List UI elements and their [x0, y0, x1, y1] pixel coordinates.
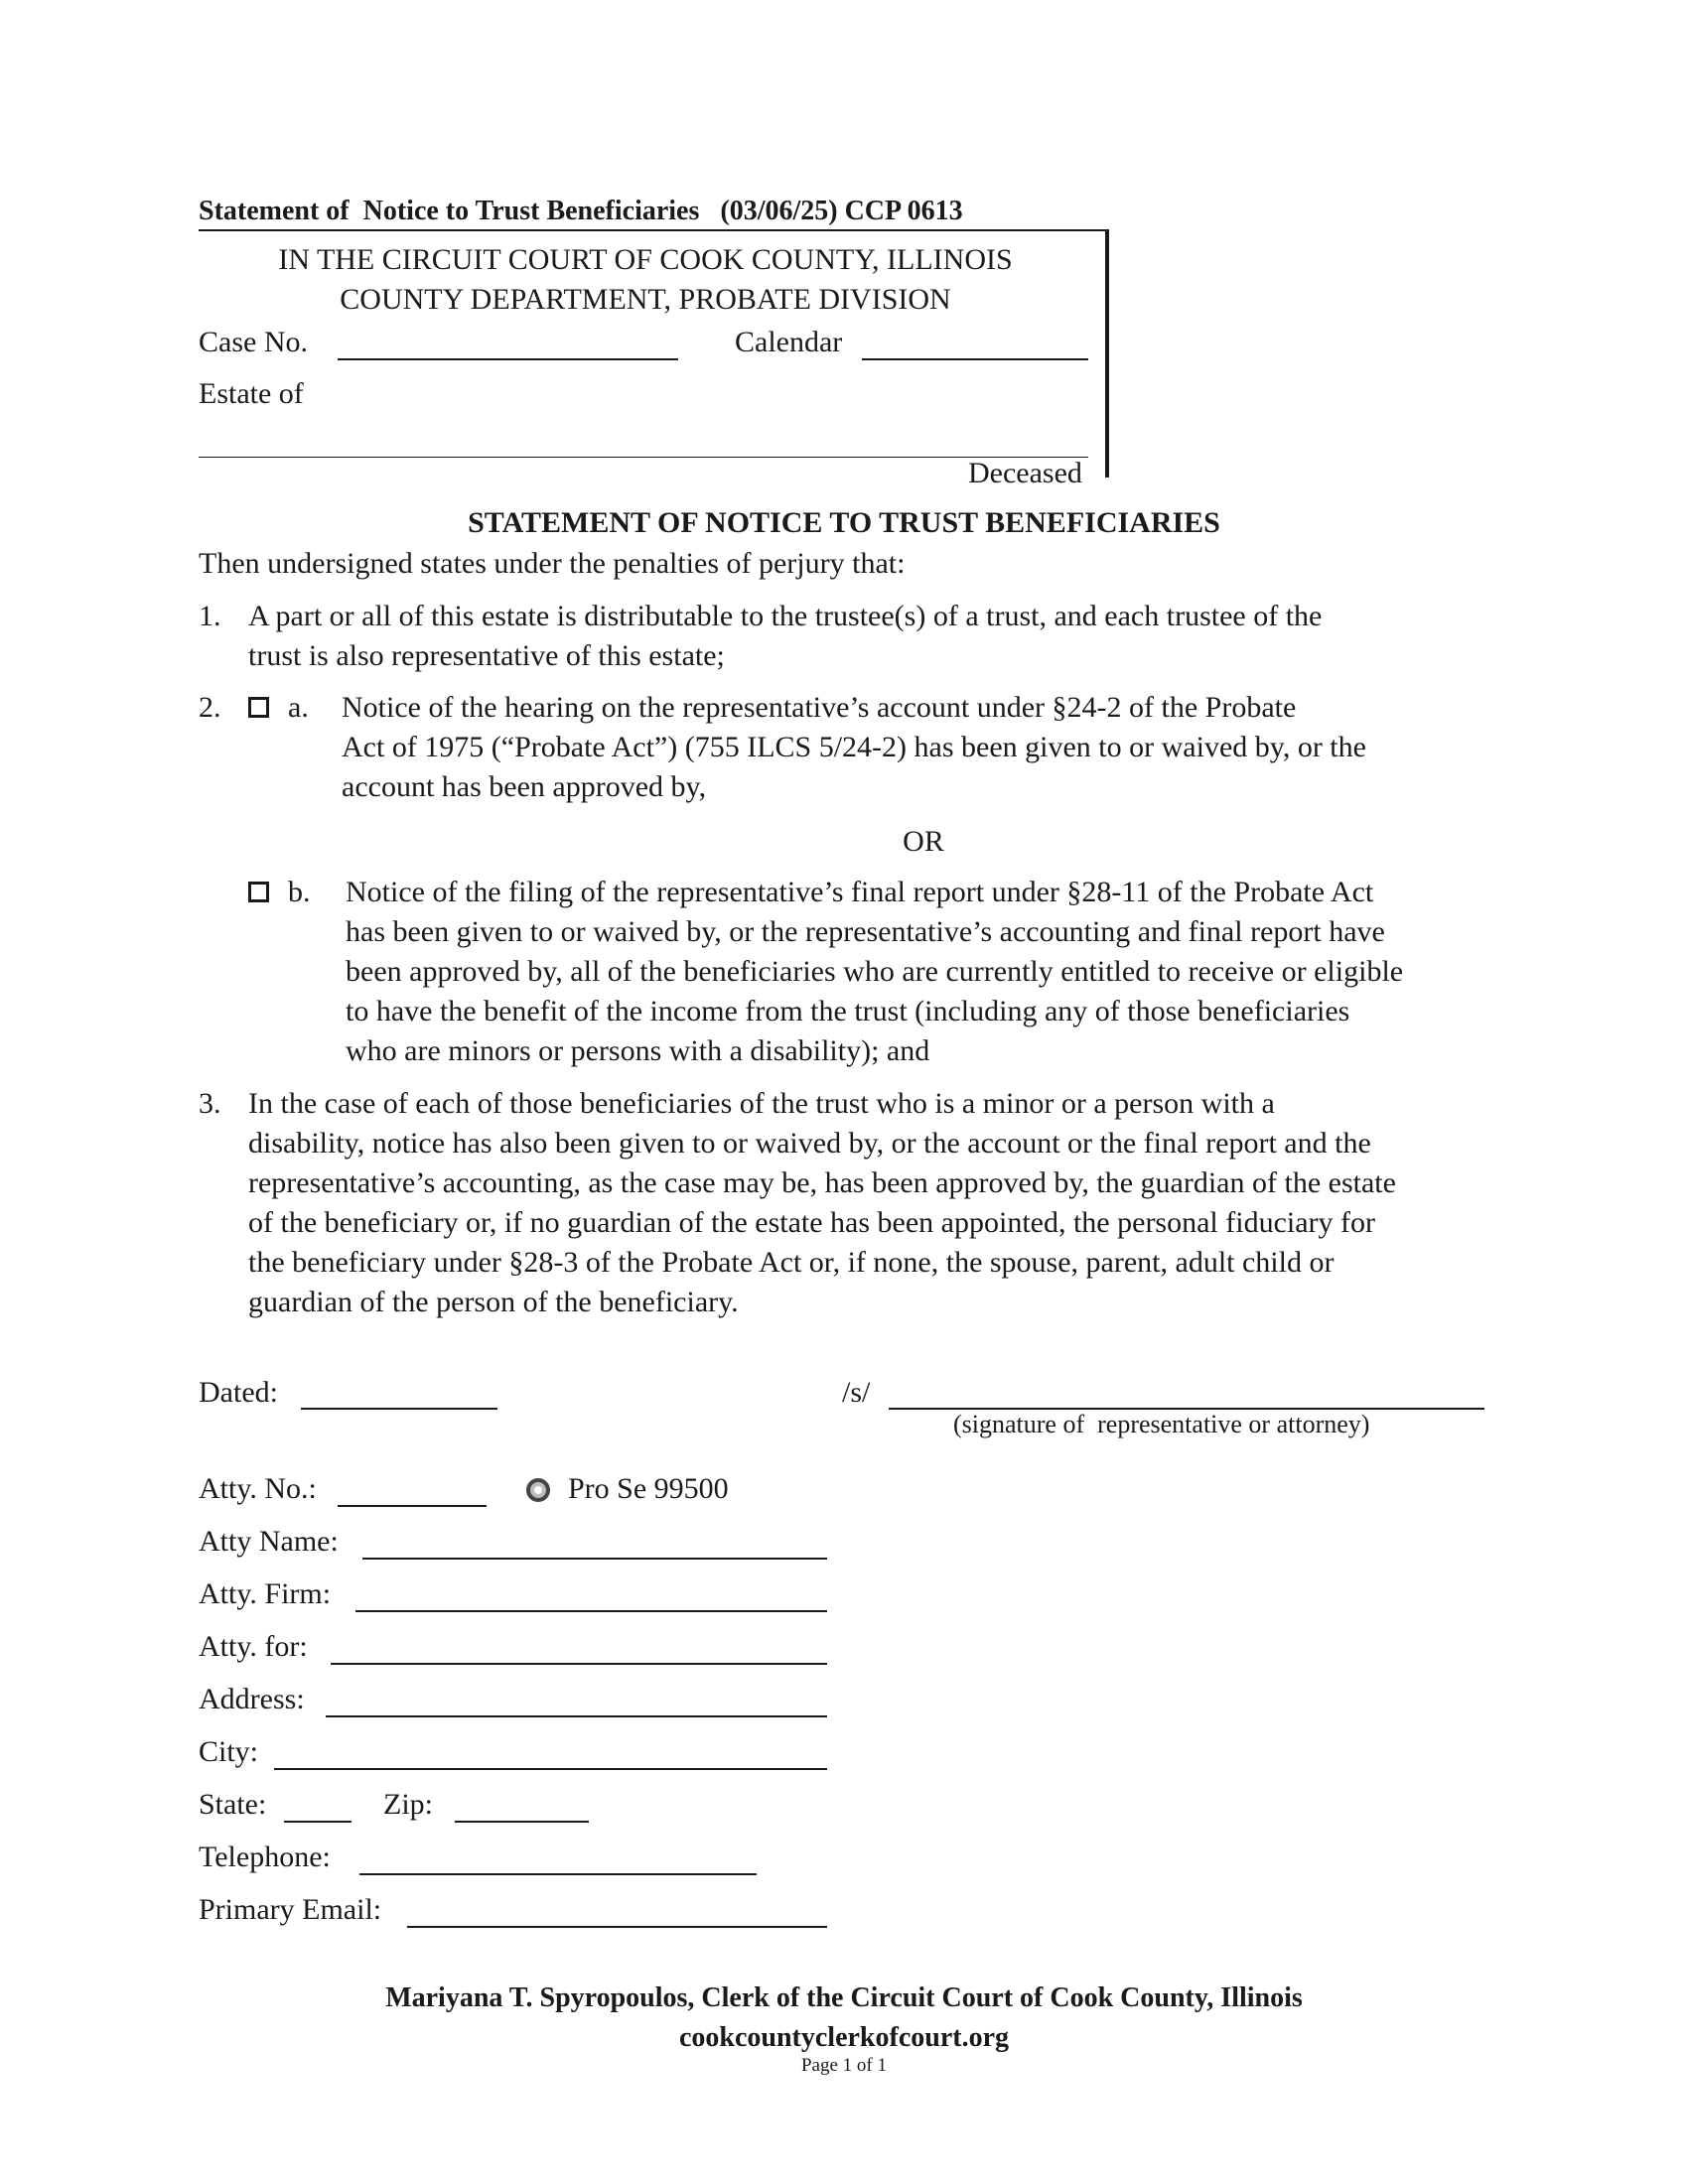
court-line-1: IN THE CIRCUIT COURT OF COOK COUNTY, ILLINOIS: [278, 243, 1013, 276]
deceased-label: Deceased: [968, 457, 1082, 489]
item-3-line-5: the beneficiary under §28-3 of the Probate Act or, if none, the spouse, parent, adult child or: [248, 1246, 1335, 1279]
item-3-line-1: In the case of each of those beneficiaries of the trust who is a minor or a person with a: [248, 1087, 1275, 1120]
zip-label: Zip:: [383, 1788, 433, 1821]
calendar-label: Calendar: [735, 326, 843, 358]
item-3-number: 3.: [199, 1087, 221, 1120]
item-3-line-4: of the beneficiary or, if no guardian of the estate has been appointed, the personal fiduciary for: [248, 1206, 1376, 1239]
page-number: Page 1 of 1: [800, 2055, 887, 2076]
state-label: State:: [199, 1788, 267, 1821]
calendar-field[interactable]: [862, 358, 1088, 360]
item-2b-line-4: to have the benefit of the income from the trust (including any of those beneficiaries: [346, 995, 1350, 1027]
estate-of-label: Estate of: [199, 377, 304, 410]
option-a-checkbox[interactable]: [248, 697, 269, 718]
atty-no-label: Atty. No.:: [199, 1472, 317, 1505]
item-2a-line-3: account has been approved by,: [342, 770, 707, 803]
intro-text: Then undersigned states under the penalties of perjury that:: [199, 547, 906, 580]
address-label: Address:: [199, 1683, 305, 1715]
case-no-label: Case No.: [199, 326, 308, 358]
atty-name-field[interactable]: [362, 1558, 827, 1560]
city-field[interactable]: [274, 1768, 827, 1770]
atty-name-label: Atty Name:: [199, 1525, 339, 1558]
telephone-field[interactable]: [359, 1873, 757, 1875]
item-2-number: 2.: [199, 691, 221, 724]
clerk-footer: Mariyana T. Spyropoulos, Clerk of the Circuit Court of Cook County, Illinois: [385, 1982, 1303, 2013]
header-rule: [199, 229, 1106, 231]
primary-email-field[interactable]: [407, 1926, 827, 1928]
option-b-checkbox[interactable]: [248, 882, 269, 902]
item-1-line-2: trust is also representative of this estate;: [248, 639, 725, 672]
item-1-line-1: A part or all of this estate is distributable to the trustee(s) of a trust, and each trustee of the: [248, 600, 1323, 632]
dated-label: Dated:: [199, 1376, 278, 1409]
signature-caption: (signature of representative or attorney): [953, 1410, 1370, 1438]
item-2b-line-2: has been given to or waived by, or the representative’s accounting and final report have: [346, 915, 1385, 948]
state-field[interactable]: [284, 1821, 352, 1823]
primary-email-label: Primary Email:: [199, 1893, 382, 1926]
item-3-line-3: representative’s accounting, as the case may be, has been approved by, the guardian of the estate: [248, 1166, 1396, 1199]
item-2b-line-5: who are minors or persons with a disability); and: [346, 1034, 930, 1067]
item-2a-line-2: Act of 1975 (“Probate Act”) (755 ILCS 5/24-2) has been given to or waived by, or the: [342, 731, 1366, 763]
item-2b-line-3: been approved by, all of the beneficiaries who are currently entitled to receive or eligible: [346, 955, 1404, 988]
dated-field[interactable]: [301, 1408, 497, 1410]
signature-prefix: /s/: [842, 1376, 871, 1409]
city-label: City:: [199, 1735, 259, 1768]
estate-name-field[interactable]: [199, 457, 1088, 458]
atty-firm-label: Atty. Firm:: [199, 1577, 332, 1610]
clerk-website: cookcountyclerkofcourt.org: [678, 2022, 1010, 2053]
item-3-line-2: disability, notice has also been given to or waived by, or the account or the final report and the: [248, 1127, 1371, 1160]
atty-firm-field[interactable]: [355, 1610, 827, 1612]
case-no-field[interactable]: [338, 358, 678, 360]
item-3-line-6: guardian of the person of the beneficiary.: [248, 1286, 739, 1318]
caption-vertical-rule: [1105, 229, 1109, 478]
pro-se-label: Pro Se 99500: [568, 1472, 729, 1505]
item-1-number: 1.: [199, 600, 221, 632]
item-2a-line-1: Notice of the hearing on the representative’s account under §24-2 of the Probate: [342, 691, 1297, 724]
atty-for-label: Atty. for:: [199, 1630, 308, 1663]
address-field[interactable]: [326, 1715, 827, 1717]
court-line-2: COUNTY DEPARTMENT, PROBATE DIVISION: [340, 283, 951, 316]
telephone-label: Telephone:: [199, 1841, 331, 1873]
form-header-title: Statement of Notice to Trust Beneficiaries (03/06/25) CCP 0613: [199, 196, 963, 226]
atty-no-field[interactable]: [338, 1505, 487, 1507]
pro-se-radio[interactable]: [526, 1478, 550, 1502]
main-title: STATEMENT OF NOTICE TO TRUST BENEFICIARIES: [468, 506, 1220, 539]
option-a-letter: a.: [288, 691, 309, 724]
option-b-letter: b.: [288, 876, 311, 908]
item-2b-line-1: Notice of the filing of the representative’s final report under §28-11 of the Probate Act: [346, 876, 1374, 908]
atty-for-field[interactable]: [331, 1663, 827, 1665]
zip-field[interactable]: [455, 1821, 589, 1823]
or-separator: OR: [903, 825, 944, 858]
